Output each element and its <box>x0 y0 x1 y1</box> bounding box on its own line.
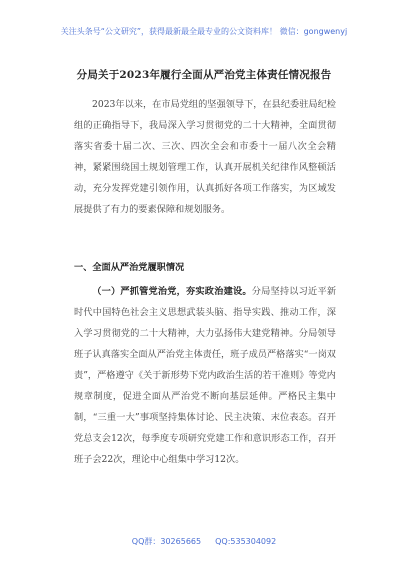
section-heading: 一、全面从严治党履职情况 <box>74 262 185 273</box>
paragraph-body: 分局坚持以习近平新时代中国特色社会主义思想武装头脑、指导实践、推动工作，深入学习贯彻党的二十大精神，大力弘扬伟大建党精神。分局领导班子认真落实全面从严治党主体责任，班子成员严格落实“一岗双责”，严格遵守《关于新形势下党内政治生活的若干准则》等党内规章制度，促进全面从严治党不断向基层延伸。严格民主集中制，“三重一大”事项坚持集体讨论、民主决策、末位表态。召开党总支会12次，每季度专项研究党建工作和意识形态工作，召开班子会22次，理论中心组集中学习12次。 <box>74 286 337 465</box>
paragraph-intro <box>74 94 336 220</box>
paragraph-political-building <box>74 281 336 470</box>
header-note: 关注头条号“公文研究”，获得最新最全最专业的公文资料库！ 微信：gongwenyj <box>60 27 348 36</box>
paragraph-lead: （一）严抓管党治党，夯实政治建设。 <box>92 286 252 297</box>
footer-qq-group: QQ群：30265665 <box>131 537 202 546</box>
footer-contact <box>0 536 408 547</box>
paragraph-intro-text: 2023年以来，在市局党组的坚强领导下，在县纪委驻局纪检组的正确指导下，我局深入学习贯彻党的二十大精神，全面贯彻落实省委十届二次、三次、四次全会和市委十一届八次全会精神，紧紧围绕国土规划管理工作，认真开展机关纪律作风整顿活动，充分发挥党建引领作用，认真抓好各项工作落实，为区域发展提供了有力的要素保障和规划服务。 <box>74 99 336 215</box>
document-title: 分局关于2023年履行全面从严治党主体责任情况报告 <box>76 69 332 81</box>
footer-qq: QQ:535304092 <box>215 537 277 546</box>
